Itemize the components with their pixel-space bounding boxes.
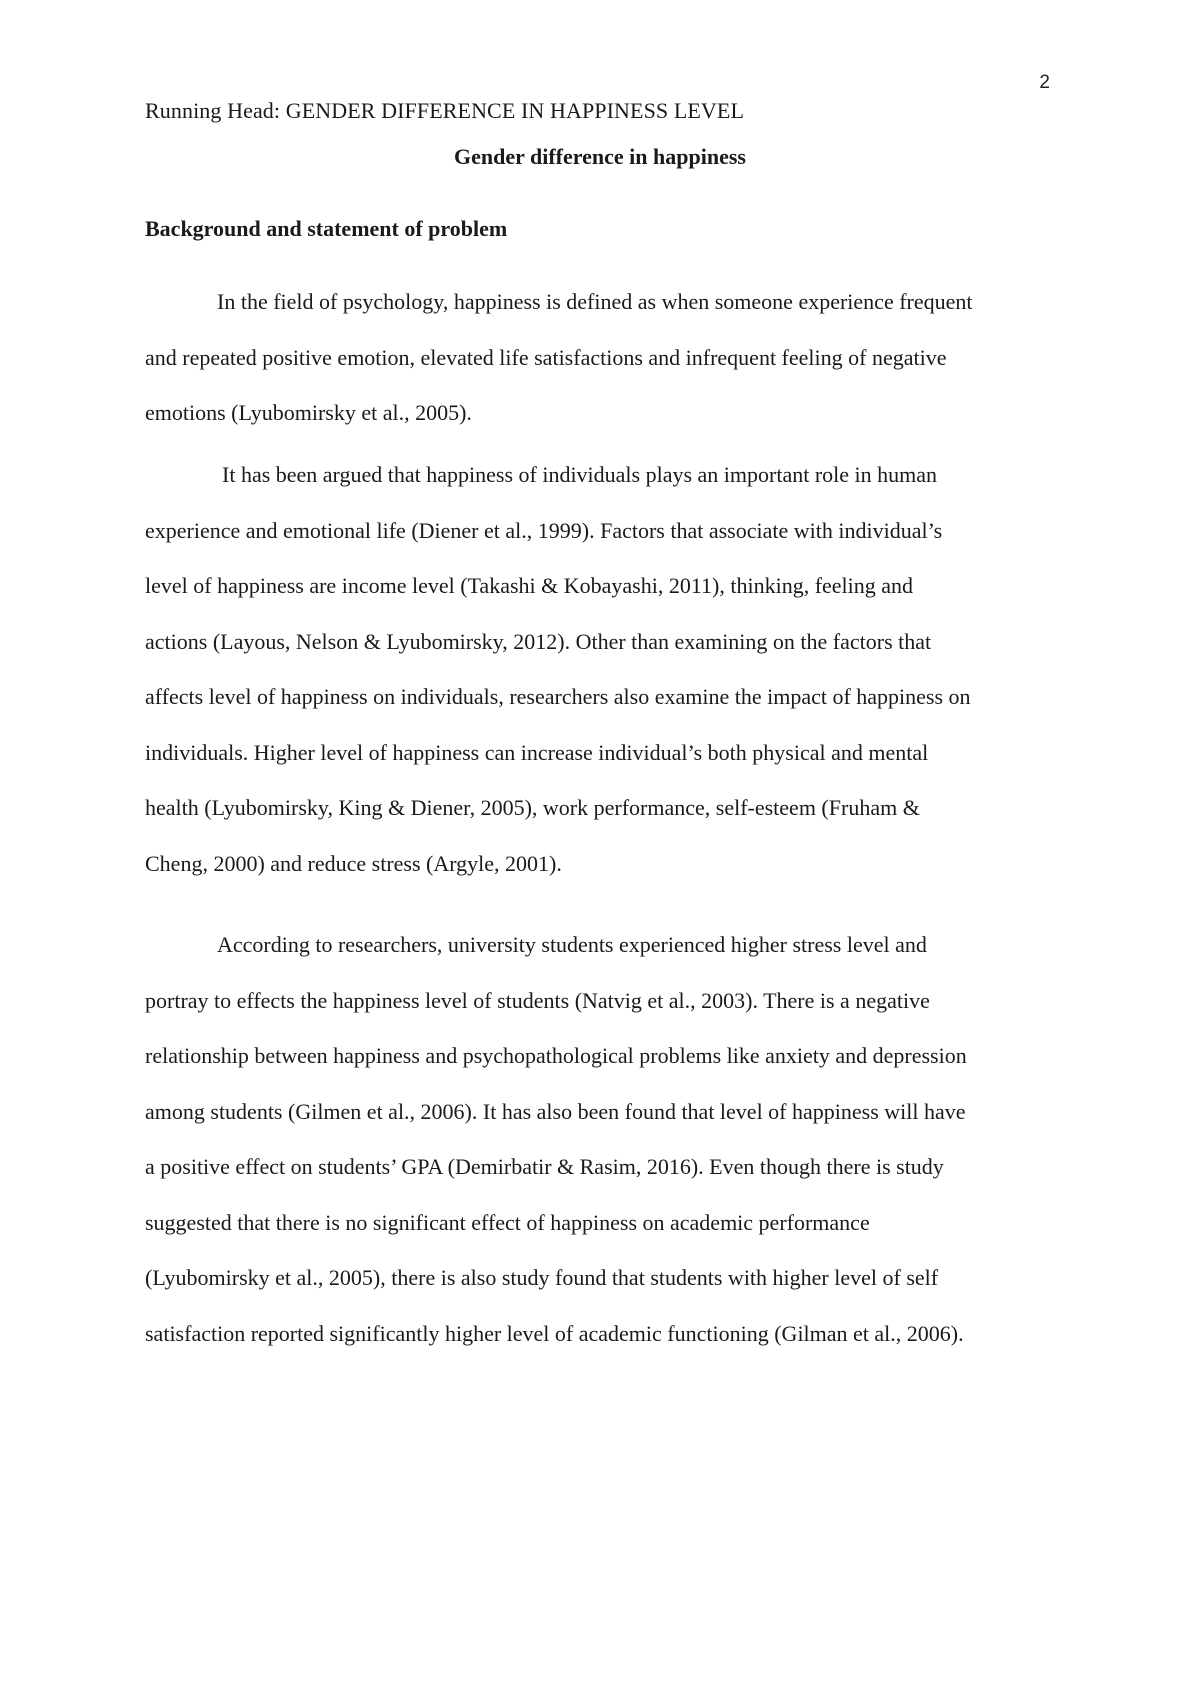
paragraph-line: It has been argued that happiness of individuals plays an important role in human [222, 462, 938, 487]
paragraph-line: affects level of happiness on individuals, researchers also examine the impact of happiness on [145, 684, 971, 709]
running-head: Running Head: GENDER DIFFERENCE IN HAPPINESS LEVEL [145, 98, 744, 123]
paragraph-line: emotions (Lyubomirsky et al., 2005). [145, 400, 472, 425]
paragraph-1 [145, 274, 1055, 441]
paragraph-line: In the field of psychology, happiness is defined as when someone experience frequent [217, 289, 973, 314]
paragraph-line: portray to effects the happiness level of students (Natvig et al., 2003). There is a negative [145, 987, 930, 1013]
paragraph-line: satisfaction reported significantly higher level of academic functioning (Gilman et al., 2006). [145, 1320, 964, 1346]
page-number: 2 [1039, 72, 1050, 93]
document-title [0, 144, 1200, 170]
paragraph-line: (Lyubomirsky et al., 2005), there is also study found that students with higher level of self [145, 1265, 939, 1290]
paragraph-line: According to researchers, university students experienced higher stress level and [217, 932, 927, 957]
paragraph-3 [145, 917, 1055, 1361]
document-title-text: Gender difference in happiness [454, 144, 746, 169]
paragraph-line: level of happiness are income level (Takashi & Kobayashi, 2011), thinking, feeling and [145, 573, 914, 598]
section-heading: Background and statement of problem [145, 216, 508, 241]
paragraph-line: experience and emotional life (Diener et al., 1999). Factors that associate with individual’s [145, 517, 943, 543]
paragraph-line: relationship between happiness and psychopathological problems like anxiety and depression [145, 1043, 967, 1068]
paragraph-line: suggested that there is no significant effect of happiness on academic performance [145, 1209, 870, 1235]
paragraph-2 [145, 447, 1055, 891]
paragraph-line: health (Lyubomirsky, King & Diener, 2005), work performance, self-esteem (Fruham & [145, 795, 920, 820]
paragraph-line: actions (Layous, Nelson & Lyubomirsky, 2012). Other than examining on the factors that [145, 628, 932, 654]
paragraph-line: individuals. Higher level of happiness can increase individual’s both physical and mental [145, 739, 929, 765]
paragraph-line: a positive effect on students’ GPA (Demirbatir & Rasim, 2016). Even though there is study [145, 1154, 944, 1179]
paragraph-line: among students (Gilmen et al., 2006). It has also been found that level of happiness will have [145, 1098, 966, 1124]
paragraph-line: Cheng, 2000) and reduce stress (Argyle, 2001). [145, 850, 562, 876]
paragraph-line: and repeated positive emotion, elevated life satisfactions and infrequent feeling of negative [145, 344, 947, 370]
